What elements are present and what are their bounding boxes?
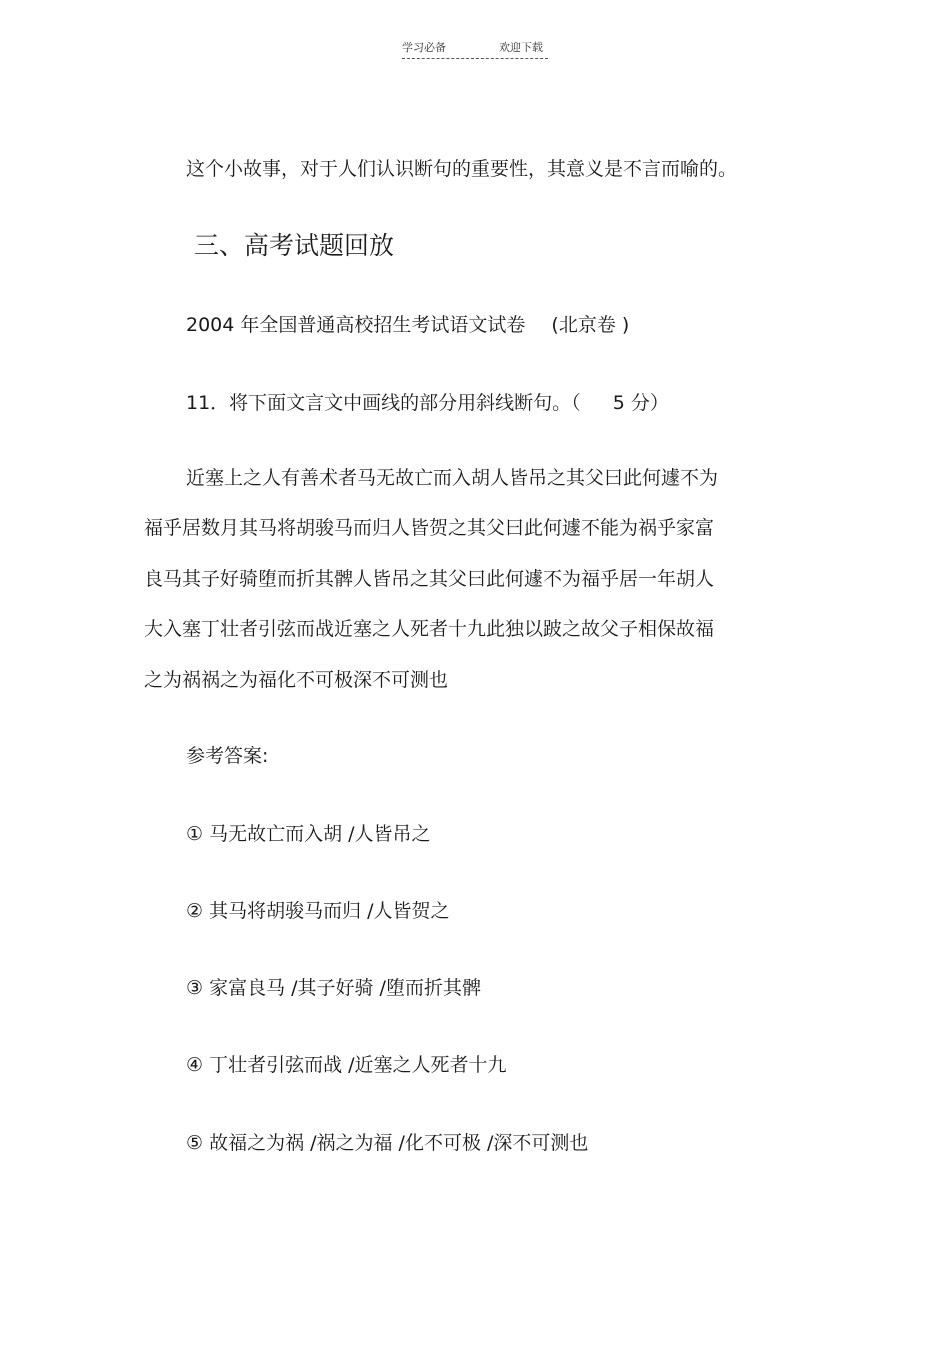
exam-source-year: 2004 年全国普通高校招生考试语文试卷 bbox=[186, 314, 526, 336]
question-score: 5 分） bbox=[612, 392, 669, 414]
question-text: 11．将下面文言文中画线的部分用斜线断句。（ bbox=[186, 392, 581, 414]
answer-item-3: ③ 家富良马 /其子好骑 /堕而折其髀 bbox=[186, 977, 481, 999]
passage-line-1: 近塞上之人有善术者马无故亡而入胡人皆吊之其父曰此何遽不为 bbox=[186, 467, 719, 489]
passage-line-2: 福乎居数月其马将胡骏马而归人皆贺之其父曰此何遽不能为祸乎家富 bbox=[144, 517, 715, 539]
intro-sentence: 这个小故事，对于人们认识断句的重要性，其意义是不言而喻的。 bbox=[186, 158, 738, 180]
exam-source-region: (北京卷 ) bbox=[551, 314, 630, 336]
header-right-text: 欢迎下载 bbox=[499, 41, 543, 54]
passage-line-5: 之为祸祸之为福化不可极深不可测也 bbox=[144, 669, 449, 691]
question-prompt bbox=[186, 391, 669, 415]
page-header bbox=[402, 40, 548, 59]
answer-item-4: ④ 丁壮者引弦而战 /近塞之人死者十九 bbox=[186, 1054, 507, 1076]
answer-item-5: ⑤ 故福之为祸 /祸之为福 /化不可极 /深不可测也 bbox=[186, 1132, 589, 1154]
answer-item-2: ② 其马将胡骏马而归 /人皆贺之 bbox=[186, 900, 450, 922]
passage-line-3: 良马其子好骑堕而折其髀人皆吊之其父曰此何遽不为福乎居一年胡人 bbox=[144, 568, 715, 590]
passage-line-4: 大入塞丁壮者引弦而战近塞之人死者十九此独以跛之故父子相保故福 bbox=[144, 618, 715, 640]
header-left-text: 学习必备 bbox=[402, 41, 446, 54]
answer-item-1: ① 马无故亡而入胡 /人皆吊之 bbox=[186, 823, 431, 845]
section-title: 三、高考试题回放 bbox=[194, 231, 395, 260]
exam-source bbox=[186, 313, 629, 337]
answer-label: 参考答案: bbox=[186, 745, 269, 767]
